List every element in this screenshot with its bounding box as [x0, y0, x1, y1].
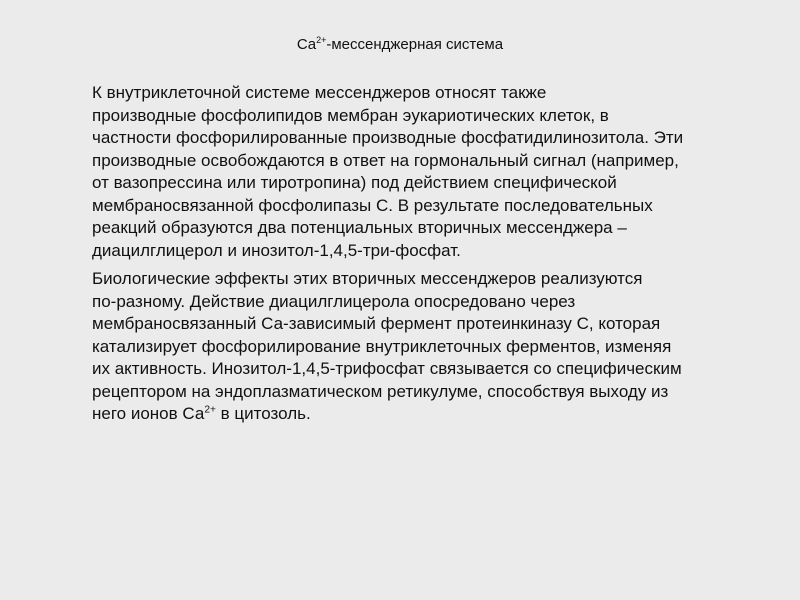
paragraph-2-line-2: по-разному. Действие диацилглицерола опосредовано через [92, 291, 576, 311]
paragraph-1-line-1: К внутриклеточной системе мессенджеров относят также [92, 83, 547, 102]
last-line-superscript: 2+ [204, 404, 216, 416]
slide-title [0, 35, 800, 55]
title-suffix: -мессенджерная система [326, 36, 504, 53]
title-superscript: 2+ [316, 35, 327, 45]
body-text [50, 82, 762, 426]
last-line-suffix: в цитозоль. [215, 404, 311, 423]
paragraph-2-line-3: мембраносвязанный Са-зависимый фермент протеинкиназу С, которая [92, 314, 661, 333]
paragraph-2-line-6: рецептором на эндоплазматическом ретикулуме, способствуя выходу из [92, 381, 669, 401]
paragraph-2-line-7 [50, 403, 762, 426]
paragraph-1-line-5: от вазопрессина или тиротропина) под действием специфической [92, 173, 617, 192]
last-line-prefix: него ионов Са [92, 404, 205, 423]
paragraph-1-line-8: диацилглицерол и инозитол-1,4,5-три-фосфат. [92, 240, 461, 260]
paragraph-2-line-4: катализирует фосфорилирование внутриклеточных ферментов, изменяя [92, 336, 672, 356]
paragraph-1-line-4: производные освобождаются в ответ на гормональный сигнал (например, [92, 150, 679, 170]
paragraph-2-line-5: их активность. Инозитол-1,4,5-трифосфат связывается со специфическим [92, 359, 682, 378]
paragraph-1-line-7: реакций образуются два потенциальных вторичных мессенджера – [92, 218, 627, 237]
paragraph-2 [50, 268, 762, 426]
paragraph-2-line-1: Биологические эффекты этих вторичных мессенджеров реализуются [92, 269, 643, 288]
paragraph-1 [50, 82, 762, 262]
title-prefix: Ca [296, 36, 317, 53]
paragraph-1-line-6: мембраносвязанной фосфолипазы С. В результате последовательных [92, 195, 653, 215]
paragraph-1-line-3: частности фосфорилированные производные фосфатидилинозитола. Эти [92, 128, 684, 147]
paragraph-1-line-2: производные фосфолипидов мембран эукариотических клеток, в [92, 105, 609, 125]
